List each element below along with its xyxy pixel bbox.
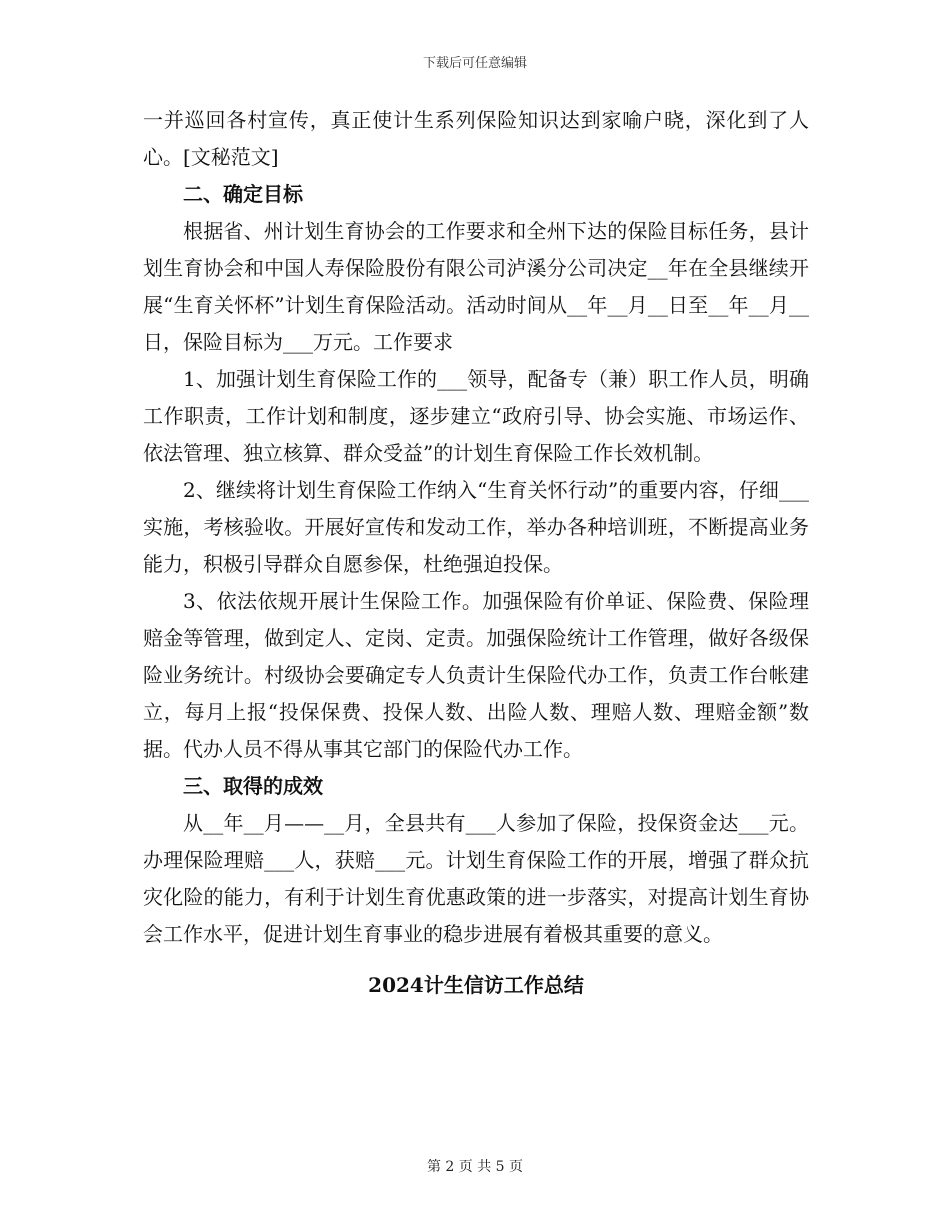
page-header: 下载后可任意编辑 <box>422 56 527 71</box>
requirement-item-2: 2、继续将计划生育保险工作纳入“生育关怀行动”的重要内容，仔细___实施，考核验收。开展好宣传和发动工作，举办各种培训班，不断提高业务能力，积极引导群众自愿参保，杜绝强迫投保。 <box>143 478 809 576</box>
document-body <box>143 102 809 1004</box>
page-footer: 第 2 页 共 5 页 <box>426 1159 524 1175</box>
paragraph-intro: 一并巡回各村宣传，真正使计生系列保险知识达到家喻户晓，深化到了人心。[文秘范文] <box>143 108 809 169</box>
section-heading-results: 三、取得的成效 <box>183 774 323 798</box>
requirement-item-3: 3、依法依规开展计生保险工作。加强保险有价单证、保险费、保险理赔金等管理，做到定人、定岗、定责。加强保险统计工作管理，做好各级保险业务统计。村级协会要确定专人负责计生保险代办工作，负责工作台帐建立，每月上报“投保保费、投保人数、出险人数、理赔人数、理赔金额”数据。代办人员不得从事其它部门的保险代办工作。 <box>143 589 809 761</box>
section-heading-goals: 二、确定目标 <box>183 182 303 206</box>
next-document-title: 2024计生信访工作总结 <box>368 973 584 997</box>
paragraph-results: 从__年__月——__月，全县共有___人参加了保险，投保资金达___元。办理保险理赔___人，获赔___元。计划生育保险工作的开展，增强了群众抗灾化险的能力，有利于计划生育优惠政策的进一步落实，对提高计划生育协会工作水平，促进计划生育事业的稳步进展有着极其重要的意义。 <box>143 811 809 946</box>
requirement-item-1: 1、加强计划生育保险工作的___领导，配备专（兼）职工作人员，明确工作职责，工作计划和制度，逐步建立“政府引导、协会实施、市场运作、依法管理、独立核算、群众受益”的计划生育保险工作长效机制。 <box>143 367 809 465</box>
paragraph-goals: 根据省、州计划生育协会的工作要求和全州下达的保险目标任务，县计划生育协会和中国人寿保险股份有限公司泸溪分公司决定__年在全县继续开展“生育关怀杯”计划生育保险活动。活动时间从__年__月__日至__年__月__日，保险目标为___万元。工作要求 <box>143 219 809 354</box>
